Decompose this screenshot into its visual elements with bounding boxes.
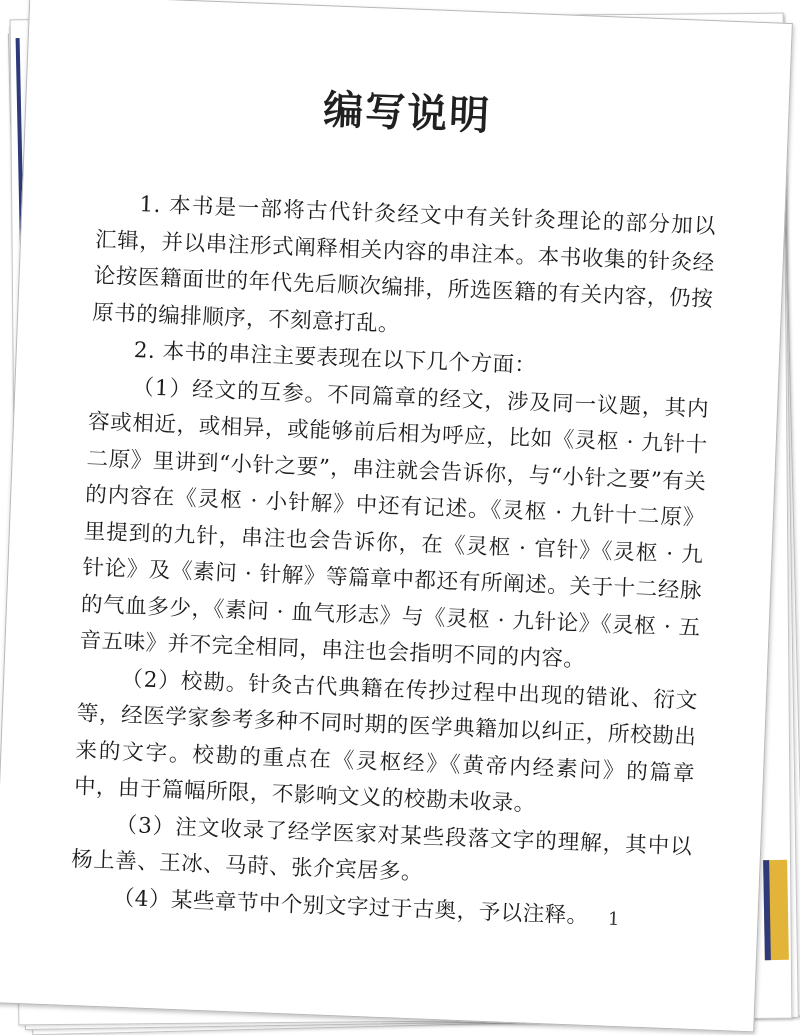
paragraph-2-2: （2）校勘。针灸古代典籍在传抄过程中出现的错讹、衍文等，经医学家参考多种不同时期的医学典籍加以纠正，所校勘出来的文字。校勘的重点在《灵枢经》《黄帝内经素问》的篇章中，由于篇幅所限，不影响文义的校勘未收录。 <box>73 666 699 817</box>
book-spine-edge <box>763 860 789 960</box>
paragraph-2-4: （4）某些章节中个别文字过于古奥，予以注释。 <box>112 885 590 929</box>
paragraph-1: 1. 本书是一部将古代针灸经文中有关针灸理论的部分加以汇辑，并以串注形式阐释相关内容的串注本。本书收集的针灸经论按医籍面世的年代先后顺次编排，所选医籍的有关内容，仍按原书的编排顺序，不刻意打乱。 <box>91 192 717 337</box>
page-body <box>69 186 717 939</box>
page-number: 1 <box>607 908 620 931</box>
paragraph-2-3: （3）注文收录了经学医家对某些段落文字的理解，其中以杨上善、王冰、马莳、张介宾居多。 <box>70 812 693 886</box>
paragraph-2-1: （1）经文的互参。不同篇章的经文，涉及同一议题，其内容或相近，或相异，或能够前后相为呼应，比如《灵枢 · 九针十二原》里讲到“小针之要”，串注就会告诉你，与“小针之要”有关的内容在《灵枢 · 小针解》中还有记述。《灵枢 · 九针十二原》里提到的九针，串注也会告诉你，在《灵枢 · 官针》《灵枢 · 九针论》及《素问 · 针解》等篇章中都还有所阐述。关于十二经脉的气血多少，《素问 · 血气形志》与《灵枢 · 九针论》《灵枢 · 五音五味》并不完全相同，串注也会指明不同的内容。 <box>79 374 710 673</box>
page-title: 编写说明 <box>322 87 492 140</box>
paragraph-2: 2. 本书的串注主要表现在以下几个方面： <box>133 338 537 379</box>
